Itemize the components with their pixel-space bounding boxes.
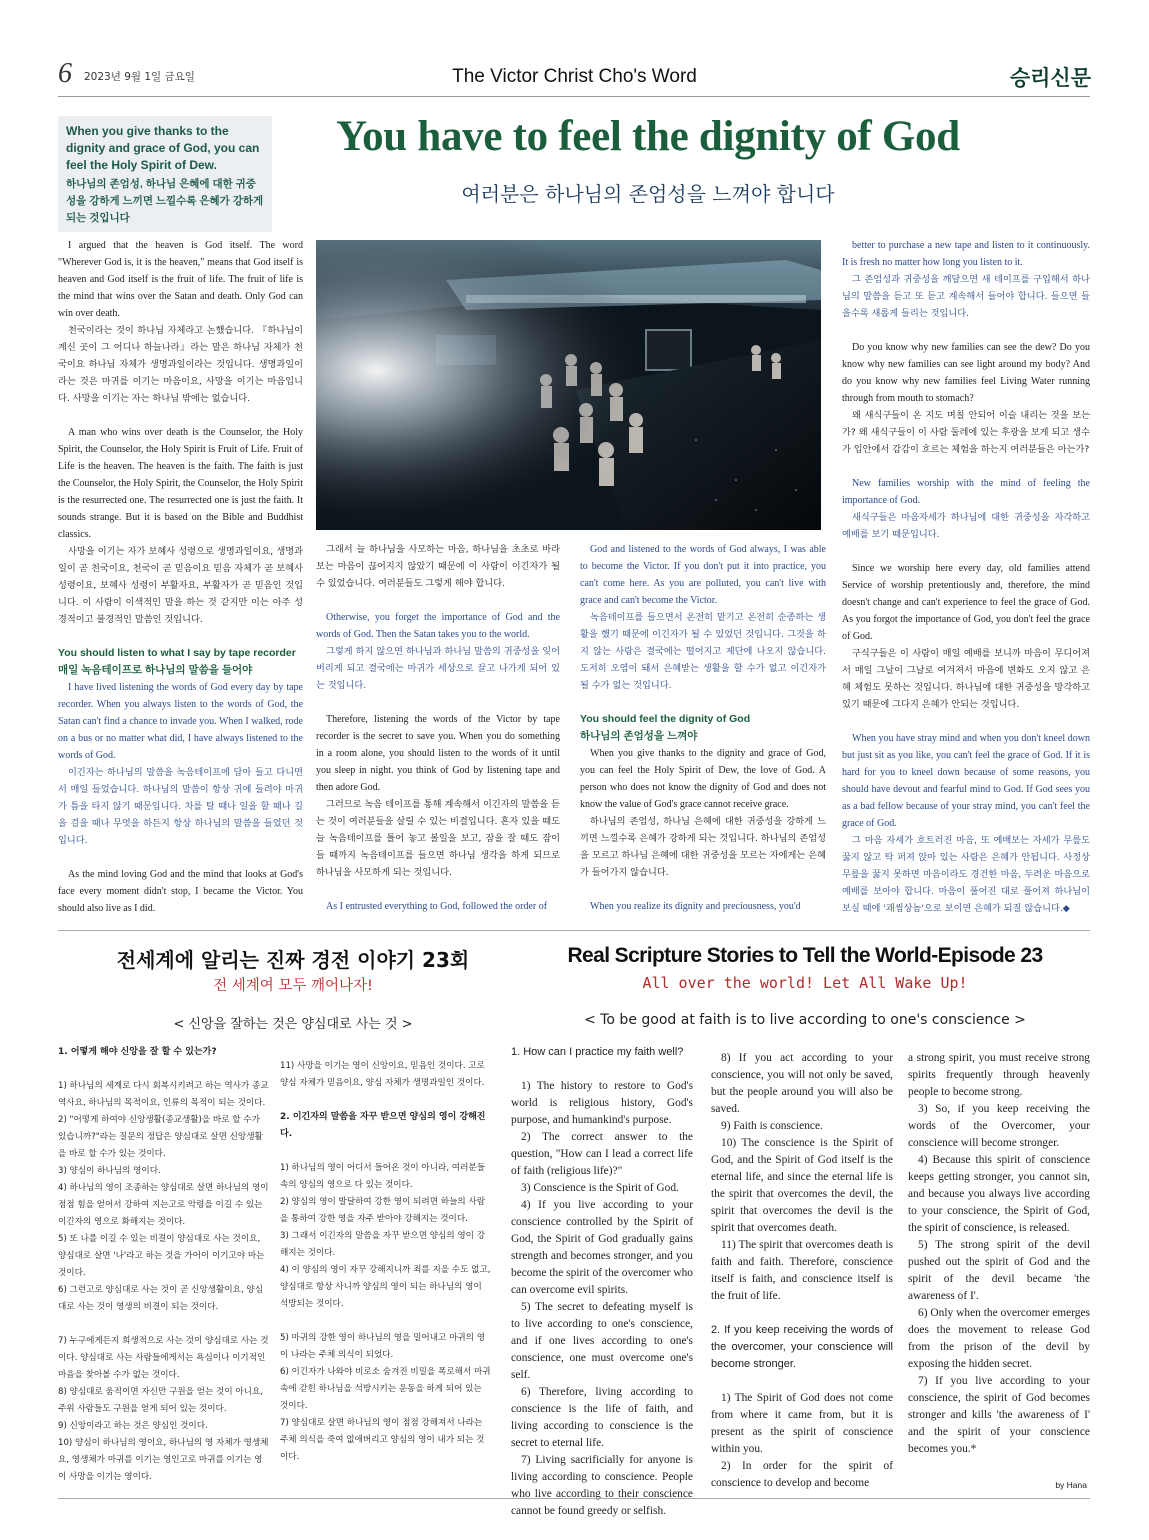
paragraph: 4) If you live according to your conscience controlled by the Spirit of God, the Spirit of God gradually gains strength and becomes stronger, and you become the spirit of the overcomer who can overcome evil spirits.: [511, 1199, 693, 1296]
series-ko-column-2: [280, 1058, 492, 1466]
paragraph: God and listened to the words of God always, I was able to become the Victor. If you don't put it into practice, you can't come here. As you are polluted, you can't live with grace and can't become the Victor.: [580, 544, 826, 606]
paragraph: 11) 사망을 이기는 영이 신앙이요, 믿음인 것이다. 고로 양심 자체가 믿음이요, 양심 자체가 생명과일인 것이다.: [280, 1061, 485, 1088]
paragraph: 6) 이긴자가 나와야 비로소 숨겨진 비밀을 폭로해서 마귀 속에 갇힌 하나님을 석방시키는 운동을 하게 되어 있는 것이다.: [280, 1367, 491, 1411]
paragraph: New families worship with the mind of feeling the importance of God.: [842, 478, 1090, 506]
paragraph: 그래서 늘 하나님을 사모하는 마음, 하나님을 초초로 바라보는 마음이 끊어지지 않았기 때문에 이 사람이 이긴자가 될 수 있었습니다. 여러분들도 그렇게 해야 합니다.: [316, 544, 560, 589]
paragraph: 6) 그런고로 양심대로 사는 것이 곧 신앙생활이요, 양심대로 사는 것이 영생의 비결이 되는 것이다.: [58, 1285, 264, 1312]
paragraph: 3) 양심이 하나님의 영이다.: [58, 1166, 161, 1176]
series-tagline-en: < To be good at faith is to live according to one's conscience >: [584, 1012, 1026, 1028]
paragraph: 2) 양심의 영이 발달하여 강한 영이 되려면 하늘의 사람을 통하여 강한 영을 자주 받아야 강해지는 것이다.: [280, 1197, 486, 1224]
article-column-4: [842, 237, 1090, 917]
subheading: You should listen to what I say by tape recorder: [58, 647, 296, 659]
footer-rule: [58, 1498, 1090, 1499]
issue-date: 2023년 9월 1일 금요일: [84, 71, 195, 83]
paragraph: 4) Because this spirit of conscience keeps getting stronger, you cannot sin, and because you always live according to your conscience, the Spirit of God, the spirit of conscience, is released.: [908, 1154, 1090, 1234]
pull-quote-en: When you give thanks to the dignity and grace of God, you can feel the Holy Spirit of Dew.: [66, 124, 260, 172]
article-column-3: [580, 541, 826, 915]
paragraph: 4) 하나님의 영이 조종하는 양심대로 살면 하나님의 영이 점점 힘을 얻어서 강하여 지는고로 악령을 이길 수 있는 이긴자의 영으로 화해지는 것이다.: [58, 1183, 269, 1227]
series-en-column-1: [511, 1044, 693, 1520]
paragraph: 11) The spirit that overcomes death is faith and faith. Therefore, conscience itself is faith, and conscience itself is the fruit of life.: [711, 1239, 893, 1302]
paragraph: 7) 누구에게든지 희생적으로 사는 것이 양심대로 사는 것이다. 양심대로 사는 사람들에게서는 욕심이나 이기적인 마음을 찾아볼 수가 없는 것이다.: [58, 1336, 269, 1380]
series-subtitle-ko: 전 세계여 모두 깨어나자!: [213, 978, 373, 994]
paragraph: 천국이라는 것이 하나님 자체라고 논했습니다. 『하나님이 계신 곳이 그 어디나 하늘나라』라는 말은 하나님 자체가 천국이요 하나님 자체가 생명과일이라는 것입니다. 생명과일이라는 것은 마귀를 이기는 마음이요, 사망을 이기는 마음입니다. 사망을 이기는 자는 하나님 밖에는 없습니다.: [58, 325, 303, 404]
series-en-column-2: [711, 1050, 893, 1492]
paragraph: 1) 하나님의 영이 어디서 들어온 것이 아니라, 여러분들 속의 양심의 영으로 다 있는 것이다.: [280, 1163, 486, 1190]
worship-photo: [316, 240, 821, 530]
paragraph: When you have stray mind and when you don't kneel down but just sit as you like, you can't feel the grace of God. If it is hard for you to kneel down because of some reasons, you should have devout and fearful mind to God. If God sees you as a bad fellow because of your stray mind, you can't feel the grace of God.: [842, 733, 1090, 829]
paragraph: 10) 양심이 하나님의 영이요, 하나님의 영 자체가 영생체요, 영생체가 마귀를 이기는 영인고로 마귀를 이기는 영이 사망을 이기는 영이다.: [58, 1438, 269, 1482]
paragraph: 6) Only when the overcomer emerges does the movement to release God from the prison of the devil by exposing the hidden secret.: [908, 1307, 1090, 1370]
paragraph: 3) 그래서 이긴자의 말씀을 자꾸 받으면 양심의 영이 강해지는 것이다.: [280, 1231, 486, 1258]
paragraph: 그 마음 자세가 흐트러진 마음, 또 예배보는 자세가 무릎도 꿇지 않고 탁 퍼져 앉아 있는 사람은 은혜가 안됩니다. 사정상 무릎을 꿇지 못하면 마음이라도 경건한 마음, 두려운 마음으로 예배를 보아야 합니다. 마음이 풀어진 대로 풀어져 하나님이 보실 때에 '괘씸상놈'으로 보이면 은혜가 되질 않습니다.◆: [842, 835, 1090, 914]
paragraph: 왜 새식구들이 온 지도 며칠 안되어 이슬 내리는 것을 보는가? 왜 새식구들이 이 사람 둘레에 있는 후광을 보게 되고 생수가 입안에서 감감이 흐르는 체험을 하는지 여러분들은 아는가?: [842, 410, 1090, 455]
worship-photo-illustration: [316, 240, 821, 530]
paragraph: better to purchase a new tape and listen to it continuously. It is fresh no matter how long you listen to it.: [842, 240, 1090, 268]
series-en-column-3: [908, 1050, 1090, 1458]
subheading: 2. If you keep receiving the words of the overcomer, your conscience will become stronger.: [711, 1324, 893, 1370]
subheading: 매일 녹음테이프로 하나님의 말씀을 들어야: [58, 664, 253, 676]
paragraph: 하나님의 존엄성, 하나님 은혜에 대한 귀중성을 강하게 느끼면 느낄수록 은혜가 강하게 되는 것입니다. 하나님의 존엄성을 모르고 하나님 은혜에 대한 귀중성을 모르는 자에게는 은혜가 들어가지 않습니다.: [580, 816, 826, 878]
paragraph: Otherwise, you forget the importance of God and the words of God. Then the Satan takes you to the world.: [316, 612, 560, 640]
subheading: 2. 이긴자의 말씀을 자꾸 받으면 양심의 영이 강해진다.: [280, 1112, 486, 1139]
paragraph: Since we worship here every day, old families attend Service of worship pretentiously and, therefore, the mind doesn't change and can't experience to feel the grace of God. As you forgot the importance of God, you don't feel the grace of God.: [842, 563, 1090, 642]
paragraph: Do you know why new families can see the dew? Do you know why new families can see light around my body? And do you know why new families feel Living Water running through from mouth to stomach?: [842, 342, 1090, 404]
series-subtitle-en: All over the world! Let All Wake Up!: [642, 974, 968, 992]
paragraph: 3) So, if you keep receiving the words of the Overcomer, your conscience will become stronger.: [908, 1103, 1090, 1149]
paragraph: 7) 양심대로 살면 하나님의 영이 점점 강해져서 나라는 주체 의식을 죽여 없애버리고 양심의 영이 내가 되는 것이다.: [280, 1418, 485, 1462]
paragraph: 10) The conscience is the Spirit of God, and the Spirit of God itself is the eternal life, and since the eternal life is the spirit that overcomes the devil, the spirit that overcomes the devil is the spirit that overcomes death.: [711, 1137, 893, 1234]
subheading: 1. 어떻게 해야 신앙을 잘 할 수 있는가?: [58, 1047, 217, 1057]
pull-quote-ko: 하나님의 존엄성, 하나님 은혜에 대한 귀중성을 강하게 느끼면 느낄수록 은혜가 강하게 되는 것입니다: [66, 178, 264, 224]
paragraph: I have lived listening the words of God every day by tape recorder. When you always listen to the words of God, the Satan can't find a chance to invade you. When I walked, rode on a bus or no matter what did, I have always listened to the words of God.: [58, 682, 303, 761]
paragraph: 6) Therefore, living according to conscience is the life of faith, and living according to conscience is the secret to eternal life.: [511, 1386, 693, 1449]
paragraph: 9) 신앙이라고 하는 것은 양심인 것이다.: [58, 1421, 208, 1431]
paragraph: 2) "어떻게 하여야 신앙생활(종교생활)을 바로 할 수가 있습니까?"라는 질문의 정답은 양심대로 살면 신앙생활을 바로 할 수가 있는 것이다.: [58, 1115, 263, 1159]
paragraph: a strong spirit, you must receive strong spirits frequently through heavenly people to become strong.: [908, 1052, 1090, 1098]
paragraph: 그렇게 하지 않으면 하나님과 하나님 말씀의 귀중성을 잊어버리게 되고 결국에는 마귀가 세상으로 끌고 나가게 되어 있는 것입니다.: [316, 646, 560, 691]
paragraph: 새식구들은 마음자세가 하나님에 대한 귀중성을 자각하고 예배를 보기 때문입니다.: [842, 512, 1090, 540]
paragraph: 2) In order for the spirit of conscience to develop and become: [711, 1460, 893, 1489]
paragraph: 4) 이 양심의 영이 자꾸 강해지니까 죄를 지을 수도 없고, 양심대로 항상 사니까 양심의 영이 되는 하나님의 영이 석방되는 것이다.: [280, 1265, 491, 1309]
paragraph: 5) The strong spirit of the devil pushed out the spirit of God and the spirit of the devil became 'the awareness of I'.: [908, 1239, 1090, 1302]
section-title: The Victor Christ Cho's Word: [452, 66, 697, 87]
paragraph: 1) 하나님의 세계로 다시 회복시키려고 하는 역사가 종교 역사요, 하나님의 목적이요, 인류의 목적이 되는 것이다.: [58, 1081, 269, 1108]
paragraph: 1) The history to restore to God's world is religious history, God's purpose, and humankind's purpose.: [511, 1080, 693, 1126]
article-title: You have to feel the dignity of God: [336, 113, 960, 160]
paragraph: 7) Living sacrificially for anyone is living according to conscience. People who live according to their conscience cannot be found greedy or selfish.: [511, 1454, 693, 1517]
paragraph: 8) If you act according to your conscience, you will not only be saved, but the people around you will also be saved.: [711, 1052, 893, 1115]
paragraph: When you give thanks to the dignity and grace of God, you can feel the Holy Spirit of Dew, the love of God. A person who does not know the dignity of God and does not know the value of God's grace cannot receive grace.: [580, 748, 826, 810]
paragraph: 5) 또 나를 이길 수 있는 비결이 양심대로 사는 것이요, 양심대로 살면 '나'라고 하는 것을 가어이 이기고야 마는 것이다.: [58, 1234, 265, 1278]
pull-quote: [58, 116, 272, 232]
paragraph: 8) 양심대로 움직이면 자신만 구원을 얻는 것이 아니요, 주위 사람들도 구원을 얻게 되어 있는 것이다.: [58, 1387, 264, 1414]
paragraph: 그 존엄성과 귀중성을 깨달으면 새 테이프를 구입해서 하나님의 말씀을 듣고 또 듣고 계속해서 들어야 합니다. 들으면 들을수록 새롭게 들리는 것입니다.: [842, 274, 1090, 319]
series-tagline-ko: < 신앙을 잘하는 것은 양심대로 사는 것 >: [173, 1017, 413, 1032]
paragraph: A man who wins over death is the Counselor, the Holy Spirit, the Counselor, the Holy Spirit is Fruit of Life. Fruit of Life is the heaven. The heaven is the faith. The faith is just the Counselor, the Holy Spirit, the Counselor, the Holy Spirit is the resurrected one. The resurrected one is just the faith. It sounds strange. But it is based on the Bible and Buddhist classics.: [58, 427, 303, 540]
paragraph: 3) Conscience is the Spirit of God.: [521, 1182, 679, 1194]
paragraph: 5) 마귀의 강한 영이 하나님의 영을 밀어내고 마귀의 영이 나라는 주체 의식이 되었다.: [280, 1333, 486, 1360]
newspaper-brand: 승리신문: [1009, 66, 1091, 90]
paragraph: 5) The secret to defeating myself is to live according to one's conscience, and if one lives according to one's conscience, one must overcome one's self.: [511, 1301, 693, 1381]
subheading: You should feel the dignity of God: [580, 713, 751, 725]
paragraph: As I entrusted everything to God, followed the order of: [326, 901, 548, 912]
article-column-1: [58, 237, 303, 917]
byline: by Hana: [1055, 1480, 1087, 1490]
paragraph: 사망을 이기는 자가 보혜사 성령으로 생명과일이요, 생명과일이 곧 천국이요, 천국이 곧 믿음이요 믿음 자체가 곧 보혜사 성령이요, 보혜사 성령이 부활자요, 부활자가 곧 믿음인 것입니다. 이 사람이 이색적인 말을 하는 것 같지만 이는 아주 성경적이고 불경적인 말씀인 것입니다.: [58, 546, 303, 625]
paragraph: 녹음테이프를 들으면서 온전히 맡기고 온전히 순종하는 생활을 했기 때문에 이긴자가 될 수 있었던 것입니다. 그것을 하지 않는 사람은 결국에는 떨어지고 제단에 나오지 않습니다. 도저히 오염이 돼서 은혜받는 생활을 할 수가 없고 이긴자가 될 수가 없는 것입니다.: [580, 612, 826, 691]
header-rule: [58, 96, 1090, 97]
section-divider: [58, 930, 1090, 931]
series-ko-column-1: [58, 1044, 270, 1486]
paragraph: 그러므로 녹음 테이프를 통해 계속해서 이긴자의 말씀을 듣는 것이 여러분들을 살릴 수 있는 비결입니다. 혼자 있을 때도 늘 녹음테이프를 틀어 놓고 볼일을 보고, 잠을 잘 때도 잠이 들 때까지 녹음테이프를 들으면 하나님 생각을 하게 되므로 하나님을 사모하게 되는 것입니다.: [316, 799, 560, 878]
page-number: 6: [58, 58, 72, 89]
paragraph: 구식구들은 이 사람이 매일 예배를 보니까 마음이 무디어져서 매일 그날이 그날로 여겨져서 마음에 변화도 오지 않고 은혜 체험도 못하는 것입니다. 하나님에 대한 귀중성을 망각하고 있기 때문에 그다지 은혜가 안되는 것입니다.: [842, 648, 1090, 710]
paragraph: 9) Faith is conscience.: [721, 1120, 823, 1132]
paragraph: 7) If you live according to your conscience, the spirit of God becomes stronger and kills 'the awareness of I' and the spirit of your conscience becomes you.*: [908, 1375, 1090, 1455]
subheading: 하나님의 존엄성을 느껴야: [580, 730, 698, 742]
subheading: 1. How can I practice my faith well?: [511, 1046, 684, 1058]
paragraph: As the mind loving God and the mind that looks at God's face every moment didn't stop, I became the Victor. You should also live as I did.: [58, 869, 303, 914]
paragraph: 1) The Spirit of God does not come from where it came from, but it is present as the spirit of conscience within you.: [711, 1392, 893, 1455]
paragraph: Therefore, listening the words of the Victor by tape recorder is the secret to save you. When you do something in a room alone, you should listen to the words of it until you sleep in night. you think of God by listening tape and then adore God.: [316, 714, 560, 793]
paragraph: 2) The correct answer to the question, "How can I lead a correct life of faith (religious life)?": [511, 1131, 693, 1177]
article-subtitle: 여러분은 하나님의 존엄성을 느껴야 합니다: [461, 182, 835, 206]
paragraph: 이긴자는 하나님의 말씀을 녹음테이프에 담아 들고 다니면서 매일 들었습니다. 하나님의 말씀이 항상 귀에 들려야 마귀가 틈을 타지 않기 때문입니다. 차를 탈 때나 일을 할 때나 길을 걸을 때나 무엇을 하든지 항상 하나님의 말씀을 들었던 것입니다.: [58, 767, 303, 846]
series-title-ko: 전세계에 알리는 진짜 경전 이야기 23회: [116, 948, 470, 972]
series-title-en: Real Scripture Stories to Tell the World-Episode 23: [567, 944, 1043, 967]
paragraph: I argued that the heaven is God itself. The word "Wherever God is, it is the heaven," means that God itself is heaven and God itself is the fruit of life. The fruit of life is the mind that wins over the Satan and death. Only God can win over death.: [58, 240, 303, 319]
paragraph: When you realize its dignity and preciousness, you'd: [590, 901, 801, 912]
article-column-2: [316, 541, 560, 915]
